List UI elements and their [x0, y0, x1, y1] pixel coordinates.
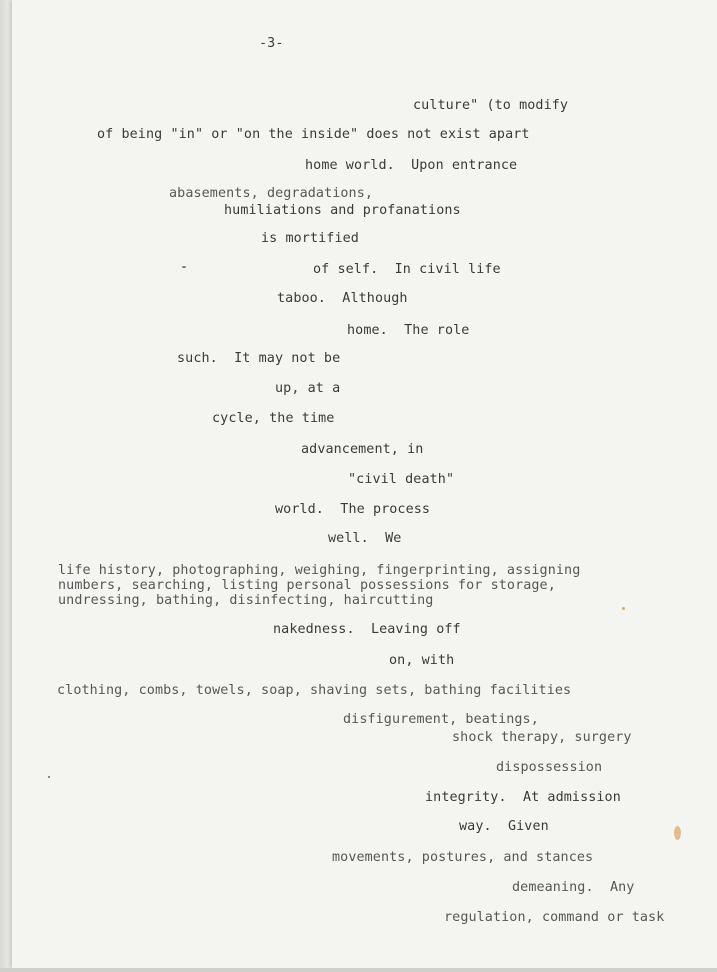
text-line: demeaning. Any — [512, 880, 635, 895]
text-line: shock therapy, surgery — [452, 730, 632, 745]
text-line: taboo. Although — [277, 291, 408, 306]
text-line: world. The process — [275, 502, 431, 517]
text-line: numbers, searching, listing personal possessions for storage, — [58, 578, 556, 593]
text-line: disfigurement, beatings, — [343, 712, 539, 727]
text-line: regulation, command or task — [444, 910, 665, 925]
text-line: on, with — [389, 653, 455, 668]
text-line: such. It may not be — [177, 351, 341, 366]
stray-ink-mark — [182, 266, 186, 268]
typed-page — [12, 0, 717, 968]
text-line: up, at a — [275, 381, 341, 396]
text-line: abasements, degradations, — [169, 186, 374, 201]
page-number: -3- — [259, 36, 284, 51]
text-line: humiliations and profanations — [224, 203, 461, 218]
text-line: life history, photographing, weighing, fingerprinting, assigning — [58, 563, 581, 578]
text-line: well. We — [328, 531, 402, 546]
text-line: undressing, bathing, disinfecting, haircutting — [58, 593, 434, 608]
text-line: is mortified — [261, 231, 359, 246]
text-line: culture" (to modify — [413, 98, 569, 113]
text-line: movements, postures, and stances — [332, 850, 594, 865]
paper-stain — [622, 607, 625, 610]
text-line: of being "in" or "on the inside" does not exist apart — [97, 127, 530, 142]
text-line: of self. In civil life — [313, 262, 501, 277]
text-line: way. Given — [459, 819, 549, 834]
stray-ink-mark — [48, 776, 50, 778]
text-line: advancement, in — [301, 442, 424, 457]
text-line: "civil death" — [348, 472, 455, 487]
text-line: nakedness. Leaving off — [273, 622, 461, 637]
text-line: clothing, combs, towels, soap, shaving sets, bathing facilities — [57, 683, 572, 698]
text-line: home world. Upon entrance — [305, 158, 518, 173]
text-line: cycle, the time — [212, 411, 335, 426]
text-line: dispossession — [496, 760, 603, 775]
page-bottom-edge — [0, 968, 717, 972]
paper-stain — [674, 826, 681, 840]
text-line: home. The role — [347, 323, 470, 338]
page-left-edge — [0, 0, 12, 972]
text-line: integrity. At admission — [425, 790, 621, 805]
